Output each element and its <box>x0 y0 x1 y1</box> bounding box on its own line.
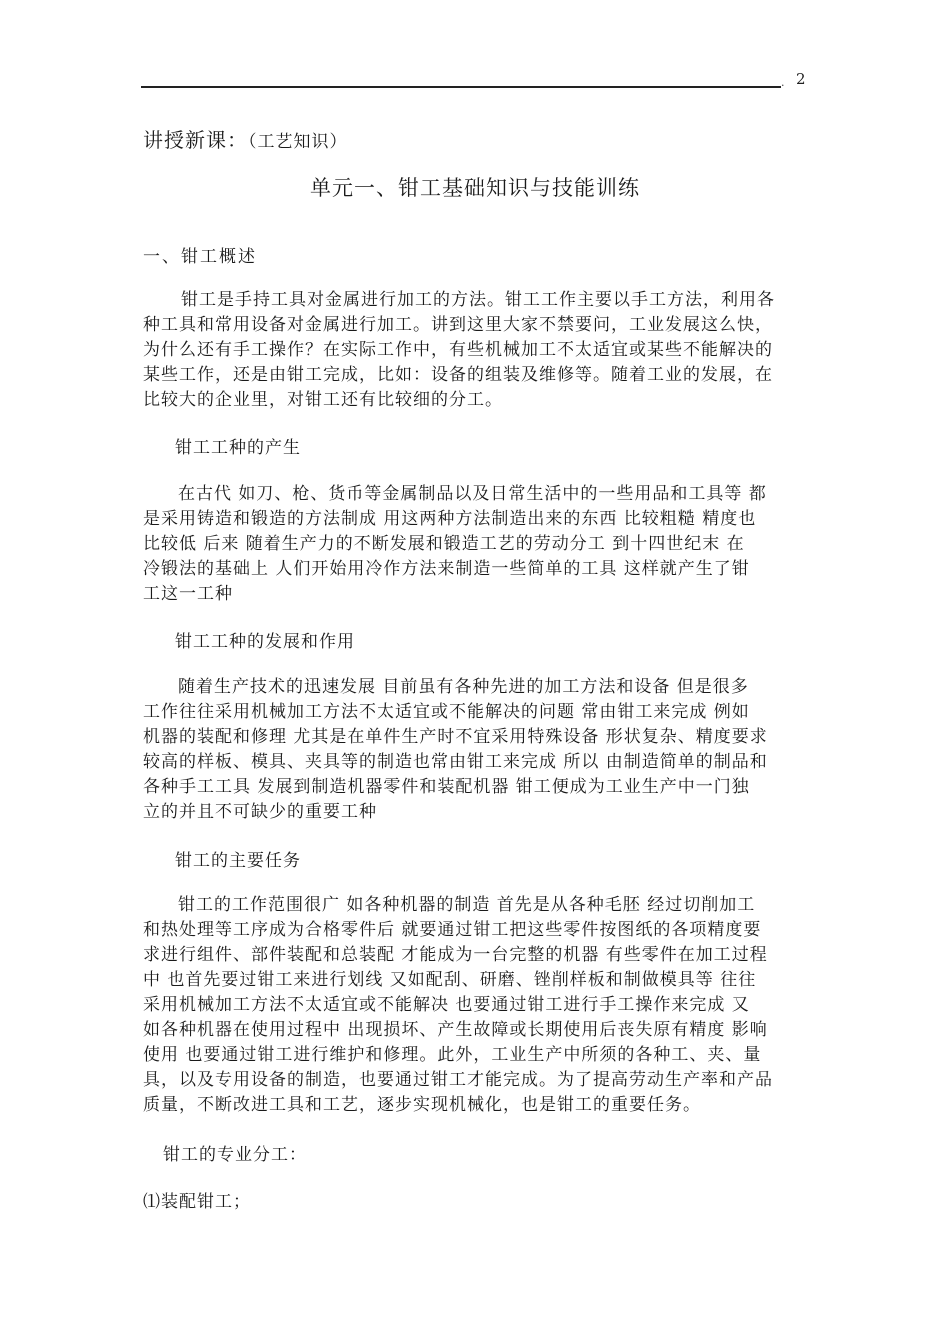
sub-heading-tasks: 钳工的主要任务 <box>175 851 301 871</box>
paragraph-line: 如各种机器在使用过程中 出现损坏、产生故障或长期使用后丧失原有精度 影响 <box>143 1020 768 1040</box>
paragraph-line: 钳工的工作范围很广 如各种机器的制造 首先是从各种毛胚 经过切削加工 <box>178 895 756 915</box>
paragraph-development <box>143 675 823 825</box>
paragraph-line: 使用 也要通过钳工进行维护和修理。此外，工业生产中所须的各种工、夹、量 <box>143 1045 762 1065</box>
paragraph-tasks <box>143 893 823 1118</box>
paragraph-origin <box>143 482 823 607</box>
paragraph-line: 和热处理等工序成为合格零件后 就要通过钳工把这些零件按图纸的各项精度要 <box>143 920 762 940</box>
paragraph-line: 中 也首先要过钳工来进行划线 又如配刮、研磨、锉削样板和制做模具等 往往 <box>143 970 757 990</box>
paragraph-line: 具，以及专用设备的制造，也要通过钳工才能完成。为了提高劳动生产率和产品 <box>143 1070 773 1090</box>
section-heading-overview: 一、钳工概述 <box>143 247 257 267</box>
sub-heading-origin: 钳工工种的产生 <box>175 438 301 458</box>
paragraph-line: 机器的装配和修理 尤其是在单件生产时不宜采用特殊设备 形状复杂、精度要求 <box>143 727 768 747</box>
paragraph-line: 工作往往采用机械加工方法不太适宜或不能解决的问题 常由钳工来完成 例如 <box>143 702 750 722</box>
header-rule <box>141 86 781 88</box>
page-mark: . <box>781 76 785 89</box>
paragraph-line: 求进行组件、部件装配和总装配 才能成为一台完整的机器 有些零件在加工过程 <box>143 945 768 965</box>
paragraph-line: 某些工作，还是由钳工完成，比如：设备的组装及维修等。随着工业的发展，在 <box>143 365 773 385</box>
paragraph-line: 随着生产技术的迅速发展 目前虽有各种先进的加工方法和设备 但是很多 <box>178 677 749 697</box>
paragraph-overview <box>143 288 823 413</box>
paragraph-line: 是采用铸造和锻造的方法制成 用这两种方法制造出来的东西 比较粗糙 精度也 <box>143 509 757 529</box>
paragraph-line: 采用机械加工方法不太适宜或不能解决 也要通过钳工进行手工操作来完成 又 <box>143 995 750 1015</box>
paragraph-line: 立的并且不可缺少的重要工种 <box>143 802 377 822</box>
intro-heading <box>143 124 348 153</box>
intro-heading-sub: （工艺知识） <box>248 132 348 152</box>
page-number: 2 <box>796 70 806 88</box>
paragraph-line: 在古代 如刀、枪、货币等金属制品以及日常生活中的一些用品和工具等 都 <box>178 484 767 504</box>
paragraph-line: 钳工是手持工具对金属进行加工的方法。钳工工作主要以手工方法，利用各 <box>181 290 775 310</box>
unit-title: 单元一、钳工基础知识与技能训练 <box>310 176 640 200</box>
list-item: ⑴装配钳工； <box>143 1192 251 1212</box>
paragraph-line: 冷锻法的基础上 人们开始用冷作方法来制造一些简单的工具 这样就产生了钳 <box>143 559 750 579</box>
paragraph-line: 较高的样板、模具、夹具等的制造也常由钳工来完成 所以 由制造简单的制品和 <box>143 752 768 772</box>
sub-heading-development: 钳工工种的发展和作用 <box>175 632 355 652</box>
sub-heading-specialization: 钳工的专业分工： <box>163 1145 307 1165</box>
intro-heading-label: 讲授新课： <box>143 128 248 152</box>
paragraph-line: 工这一工种 <box>143 584 233 604</box>
paragraph-line: 质量，不断改进工具和工艺，逐步实现机械化，也是钳工的重要任务。 <box>143 1095 701 1115</box>
paragraph-line: 比较低 后来 随着生产力的不断发展和锻造工艺的劳动分工 到十四世纪末 在 <box>143 534 745 554</box>
paragraph-line: 种工具和常用设备对金属进行加工。讲到这里大家不禁要问，工业发展这么快， <box>143 315 773 335</box>
paragraph-line: 比较大的企业里，对钳工还有比较细的分工。 <box>143 390 503 410</box>
paragraph-line: 为什么还有手工操作？在实际工作中，有些机械加工不太适宜或某些不能解决的 <box>143 340 773 360</box>
paragraph-line: 各种手工工具 发展到制造机器零件和装配机器 钳工便成为工业生产中一门独 <box>143 777 750 797</box>
